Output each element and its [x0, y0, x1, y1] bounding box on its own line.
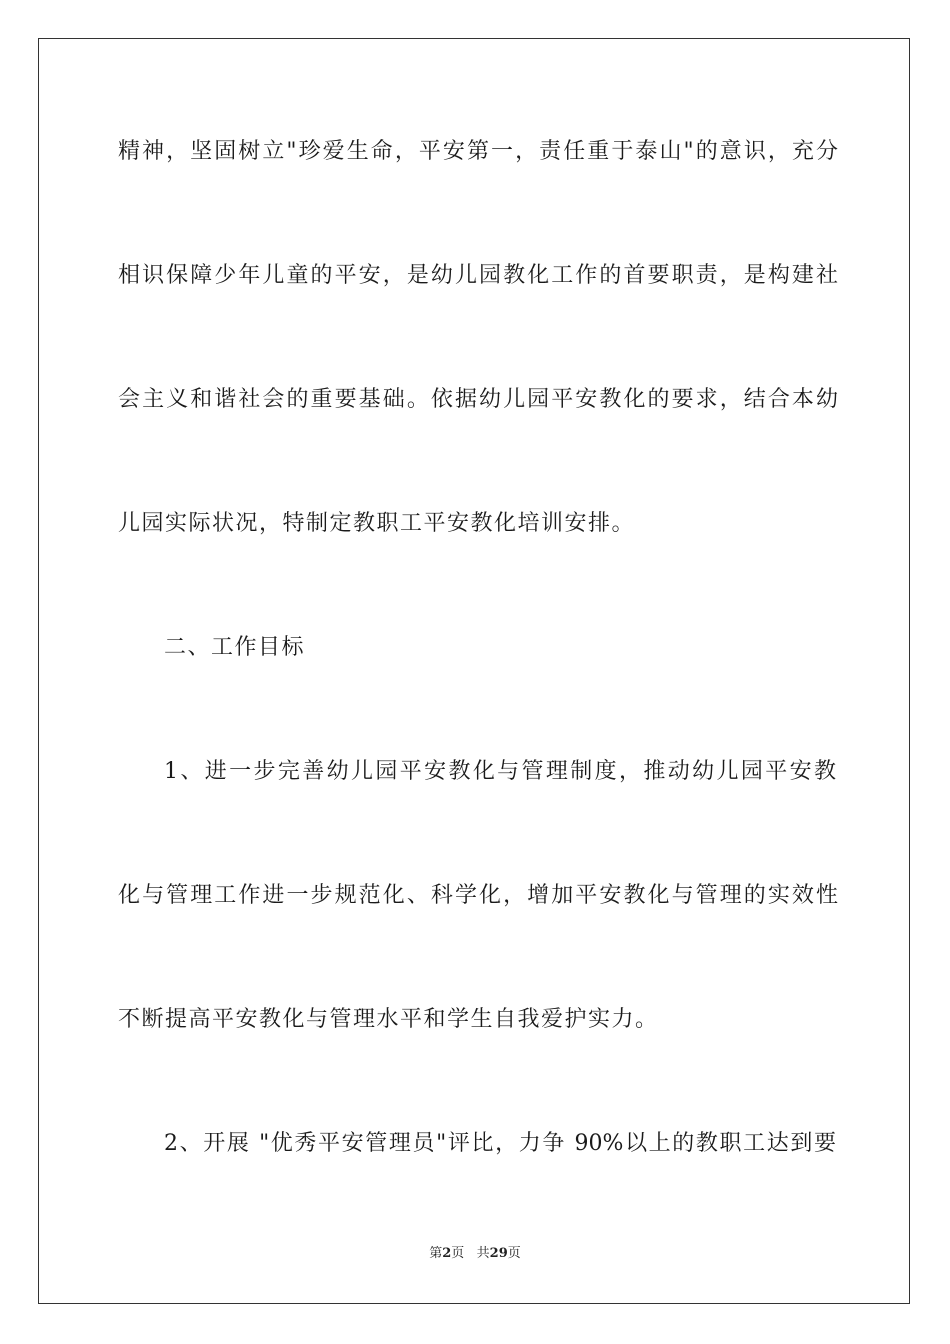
body-text-line: 会主义和谐社会的重要基础。依据幼儿园平安教化的要求，结合本幼 — [118, 387, 838, 412]
list-item-text-line: 1、进一步完善幼儿园平安教化与管理制度，推动幼儿园平安教 — [164, 759, 836, 784]
footer-middle: 页 共 — [451, 1246, 490, 1261]
list-item-text-line: 化与管理工作进一步规范化、科学化，增加平安教化与管理的实效性 — [118, 883, 838, 908]
list-item-text-line: 不断提高平安教化与管理水平和学生自我爱护实力。 — [118, 1007, 659, 1032]
list-item-text-line: 2、开展 "优秀平安管理员"评比，力争 90%以上的教职工达到要 — [164, 1131, 836, 1156]
section-heading: 二、工作目标 — [164, 635, 306, 660]
page-footer — [0, 1245, 950, 1263]
total-pages-number: 29 — [489, 1246, 508, 1261]
current-page-number: 2 — [442, 1246, 452, 1261]
footer-suffix: 页 — [507, 1246, 521, 1261]
footer-prefix: 第 — [429, 1246, 443, 1261]
body-text-line: 精神，坚固树立"珍爱生命，平安第一，责任重于泰山"的意识，充分 — [118, 139, 838, 164]
body-text-line: 儿园实际状况，特制定教职工平安教化培训安排。 — [118, 511, 636, 536]
body-text-line: 相识保障少年儿童的平安，是幼儿园教化工作的首要职责，是构建社 — [118, 263, 838, 288]
page-border — [38, 38, 910, 1304]
